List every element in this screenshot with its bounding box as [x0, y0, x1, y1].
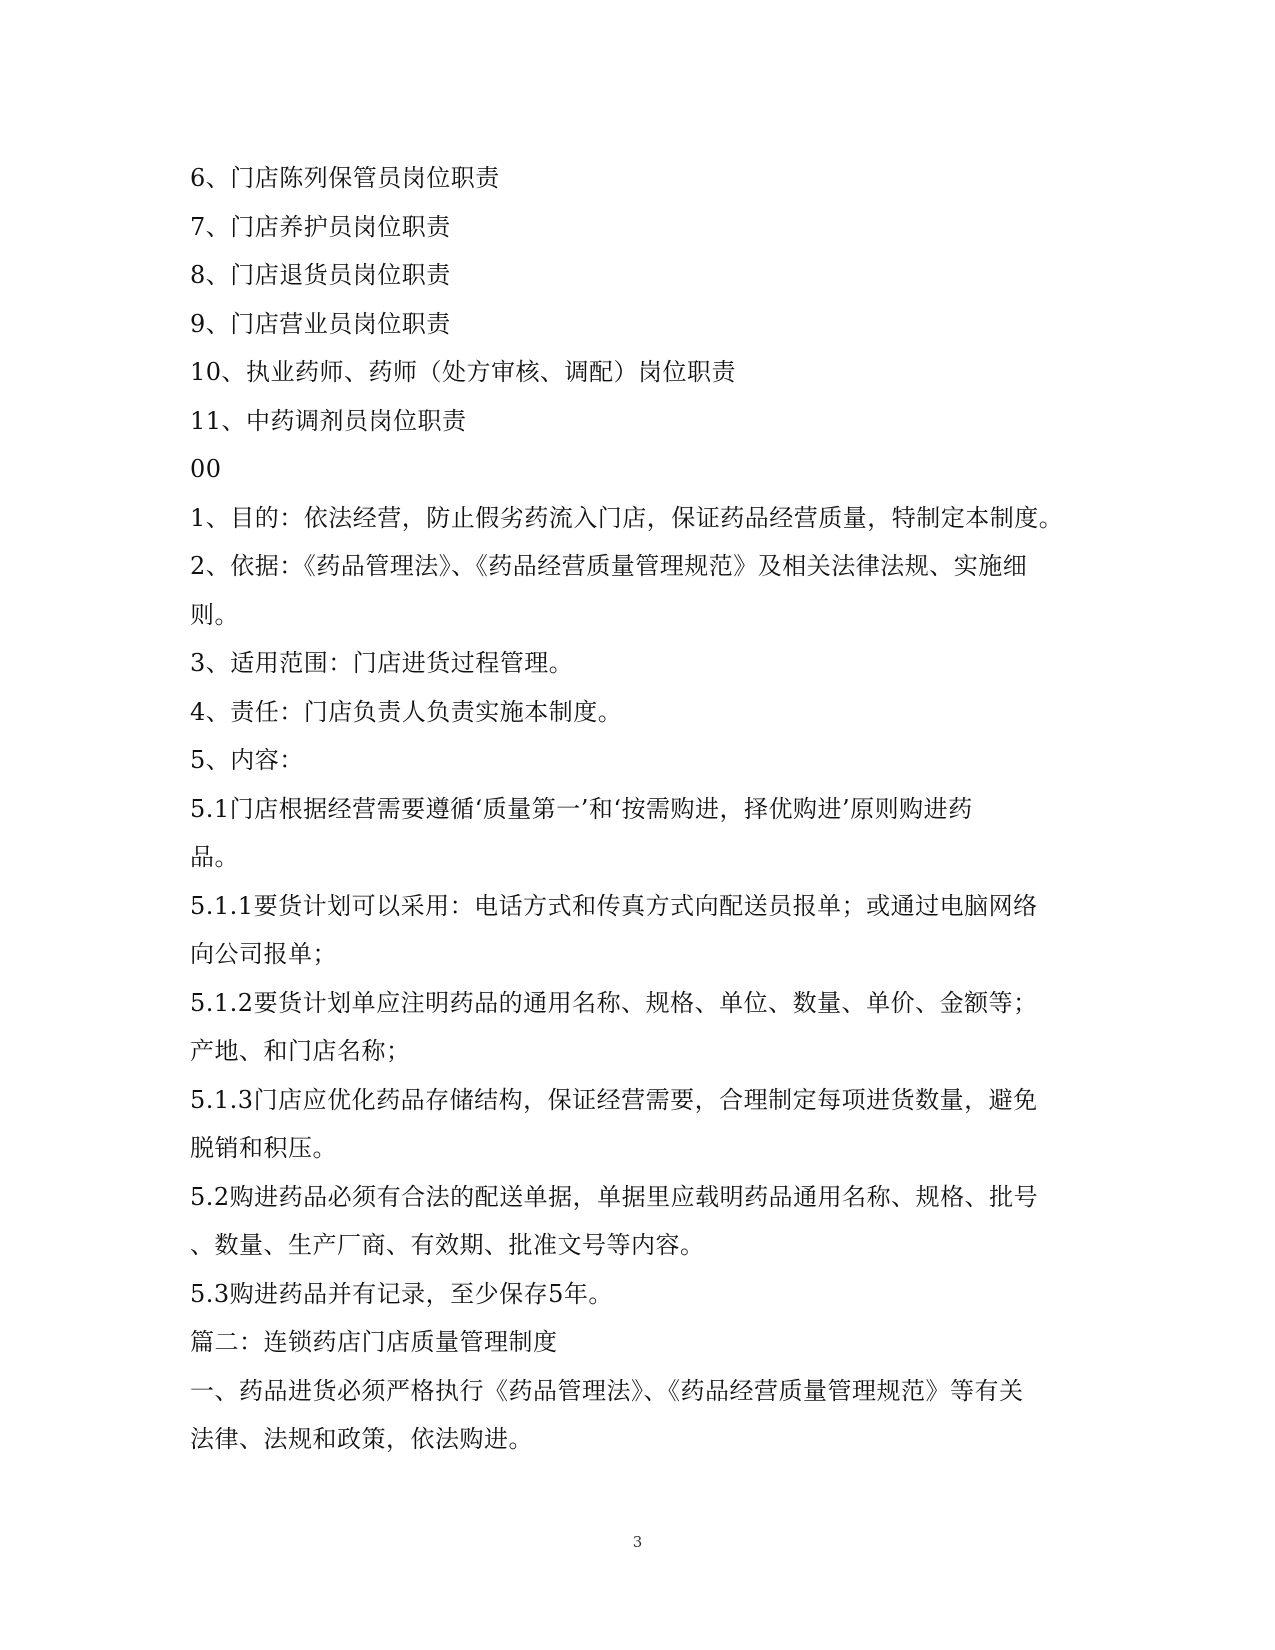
text-line: 2、依据：《药品管理法》、《药品经营质量管理规范》及相关法律法规、实施细 [190, 552, 1028, 580]
text-line: 5.1.3门店应优化药品存储结构，保证经营需要，合理制定每项进货数量，避免 [190, 1085, 1038, 1114]
text-line: 4、责任：门店负责人负责实施本制度。 [190, 697, 623, 726]
text-line: 3、适用范围：门店进货过程管理。 [190, 649, 574, 677]
text-line: 则。 [190, 600, 239, 629]
text-line: 篇二：连锁药店门店质量管理制度 [190, 1328, 558, 1356]
text-line: 向公司报单； [190, 940, 337, 968]
text-line: 脱销和积压。 [190, 1134, 337, 1162]
text-line: 7、门店养护员岗位职责 [190, 212, 451, 241]
document-body [190, 154, 1090, 1464]
text-line: 10、执业药师、药师（处方审核、调配）岗位职责 [190, 358, 737, 386]
page-number: 3 [632, 1533, 643, 1551]
text-line: 5、内容： [190, 746, 304, 774]
text-line: 11、中药调剂员岗位职责 [190, 406, 467, 435]
text-line: 5.2购进药品必须有合法的配送单据，单据里应载明药品通用名称、规格、批号 [190, 1182, 1039, 1211]
text-line: 产地、和门店名称； [190, 1037, 411, 1065]
text-line: 法律、法规和政策，依法购进。 [190, 1425, 533, 1453]
text-line: 、数量、生产厂商、有效期、批准文号等内容。 [190, 1231, 705, 1259]
text-line: 品。 [190, 843, 239, 871]
text-line: 1、目的：依法经营，防止假劣药流入门店，保证药品经营质量，特制定本制度。 [190, 503, 1064, 532]
text-line: 00 [190, 455, 222, 483]
text-line: 5.1.1要货计划可以采用：电话方式和传真方式向配送员报单；或通过电脑网络 [190, 891, 1038, 920]
text-line: 8、门店退货员岗位职责 [190, 261, 451, 289]
text-line: 5.1.2要货计划单应注明药品的通用名称、规格、单位、数量、单价、金额等； [190, 988, 1038, 1017]
text-line: 5.3购进药品并有记录，至少保存5年。 [190, 1279, 613, 1308]
text-line: 5.1门店根据经营需要遵循‘质量第一’和‘按需购进，择优购进’原则购进药 [190, 794, 973, 823]
text-line: 6、门店陈列保管员岗位职责 [190, 164, 500, 192]
text-line: 9、门店营业员岗位职责 [190, 309, 451, 338]
text-line: 一、药品进货必须严格执行《药品管理法》、《药品经营质量管理规范》等有关 [190, 1376, 1024, 1405]
